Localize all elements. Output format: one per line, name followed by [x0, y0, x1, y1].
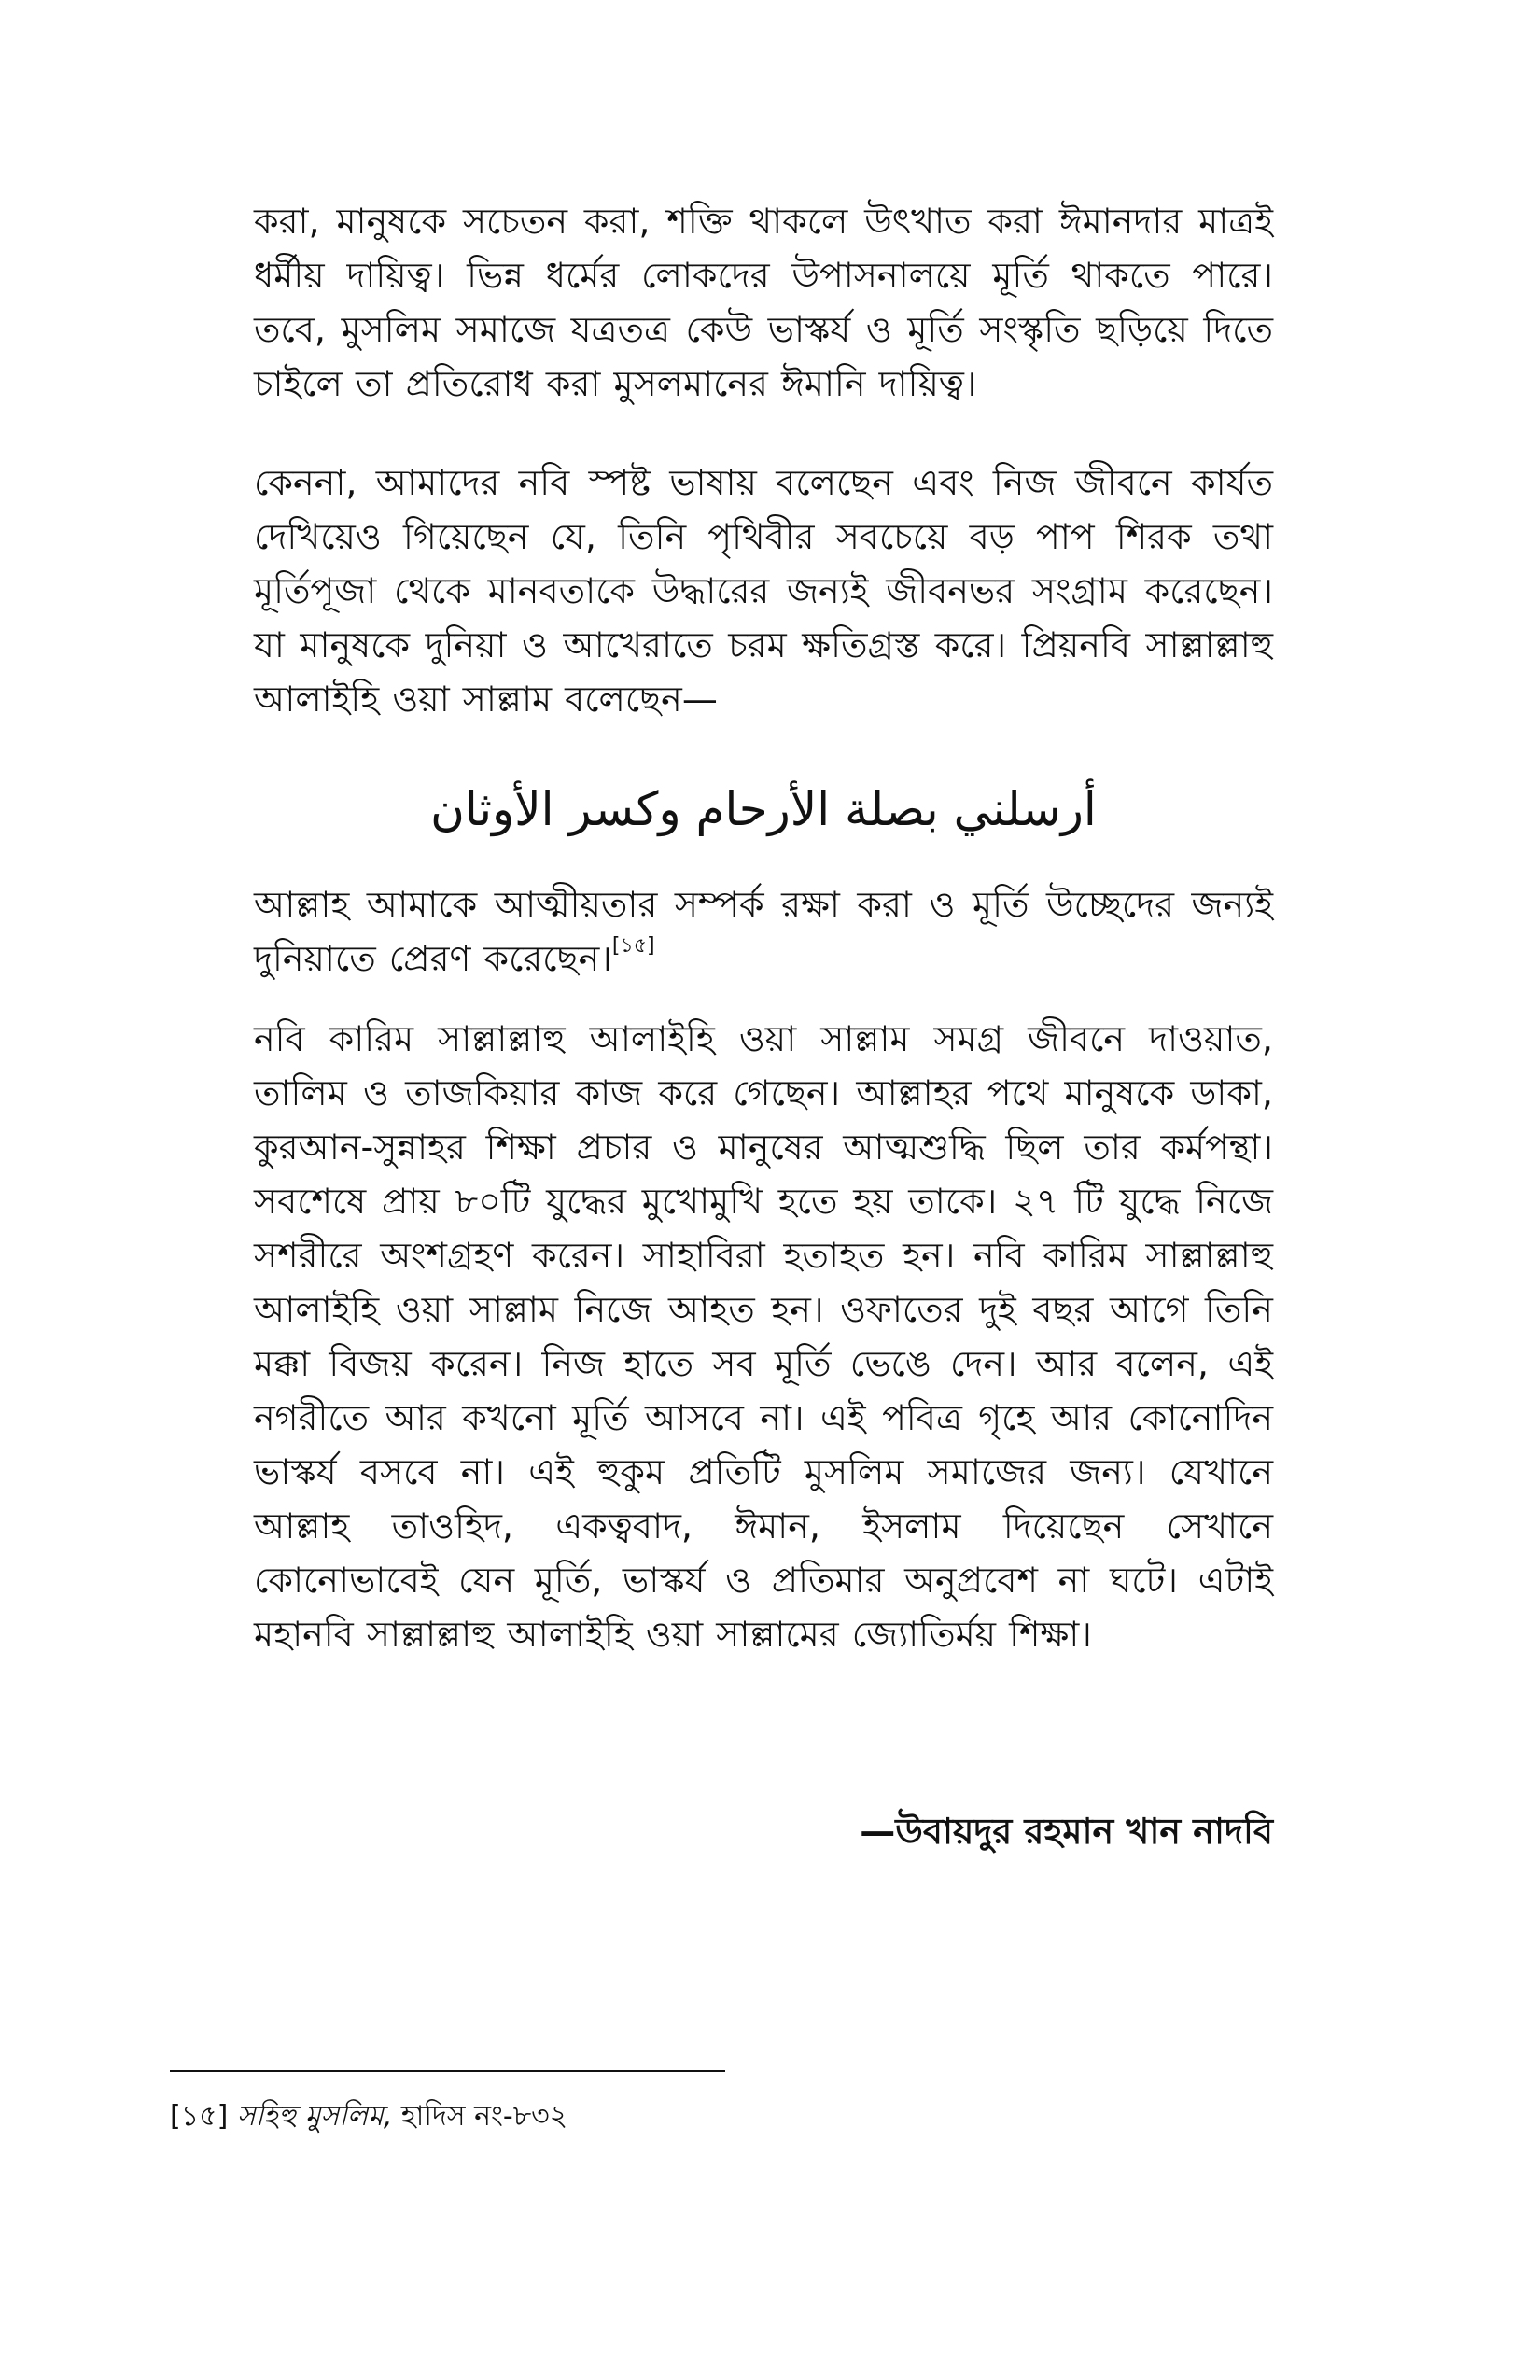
footnote-reference[interactable]: [১৫]: [611, 934, 655, 959]
footnote-book-title: সহিহু মুসলিম,: [236, 2100, 393, 2133]
footnote-marker: [১৫]: [170, 2100, 229, 2133]
paragraph-2: কেননা, আমাদের নবি স্পষ্ট ভাষায় বলেছেন এবং নিজ জীবনে কার্যত দেখিয়েও গিয়েছেন যে, তিনি পৃথিবীর সবচেয়ে বড় পাপ শিরক তথা মূর্তিপূজা থেকে মানবতাকে উদ্ধারের জন্যই জীবনভর সংগ্রাম করেছেন। যা মানুষকে দুনিয়া ও আখেরাতে চরম ক্ষতিগ্রস্ত করে। প্রিয়নবি সাল্লাল্লাহু আলাইহি ওয়া সাল্লাম বলেছেন—: [254, 462, 1273, 720]
paragraph-1: করা, মানুষকে সচেতন করা, শক্তি থাকলে উৎখাত করা ঈমানদার মাত্রই ধর্মীয় দায়িত্ব। ভিন্ন ধর্মের লোকদের উপাসনালয়ে মূর্তি থাকতে পারে। তবে, মুসলিম সমাজে যত্রতত্র কেউ ভাস্কর্য ও মূর্তি সংস্কৃতি ছড়িয়ে দিতে চাইলে তা প্রতিরোধ করা মুসলমানের ঈমানি দায়িত্ব।: [254, 201, 1273, 404]
author-signature: —উবায়দুর রহমান খান নাদবি: [860, 1811, 1273, 1852]
footnote-hadith-number: হাদিস নং-৮৩২: [400, 2100, 568, 2133]
footnote: [170, 2098, 567, 2135]
translation-text: আল্লাহ আমাকে আত্মীয়তার সম্পর্ক রক্ষা করা ও মূর্তি উচ্ছেদের জন্যই দুনিয়াতে প্রেরণ করেছেন।: [254, 884, 1273, 979]
footnote-divider: [170, 2070, 725, 2072]
arabic-hadith-quote: أرسلني بصلة الأرحام وكسر الأوثان: [430, 782, 1097, 836]
paragraph-4: নবি কারিম সাল্লাল্লাহু আলাইহি ওয়া সাল্লাম সমগ্র জীবনে দাওয়াত, তালিম ও তাজকিয়ার কাজ করে গেছেন। আল্লাহর পথে মানুষকে ডাকা, কুরআন-সুন্নাহর শিক্ষা প্রচার ও মানুষের আত্মশুদ্ধি ছিল তার কর্মপন্থা। সবশেষে প্রায় ৮০টি যুদ্ধের মুখোমুখি হতে হয় তাকে। ২৭ টি যুদ্ধে নিজে সশরীরে অংশগ্রহণ করেন। সাহাবিরা হতাহত হন। নবি কারিম সাল্লাল্লাহু আলাইহি ওয়া সাল্লাম নিজে আহত হন। ওফাতের দুই বছর আগে তিনি মক্কা বিজয় করেন। নিজ হাতে সব মূর্তি ভেঙে দেন। আর বলেন, এই নগরীতে আর কখনো মূর্তি আসবে না। এই পবিত্র গৃহে আর কোনোদিন ভাস্কর্য বসবে না। এই হুকুম প্রতিটি মুসলিম সমাজের জন্য। যেখানে আল্লাহ তাওহিদ, একত্ববাদ, ঈমান, ইসলাম দিয়েছেন সেখানে কোনোভাবেই যেন মূর্তি, ভাস্কর্য ও প্রতিমার অনুপ্রবেশ না ঘটে। এটাই মহানবি সাল্লাল্লাহু আলাইহি ওয়া সাল্লামের জ্যোতির্ময় শিক্ষা।: [254, 1018, 1273, 1655]
paragraph-3-translation: [254, 877, 1273, 986]
